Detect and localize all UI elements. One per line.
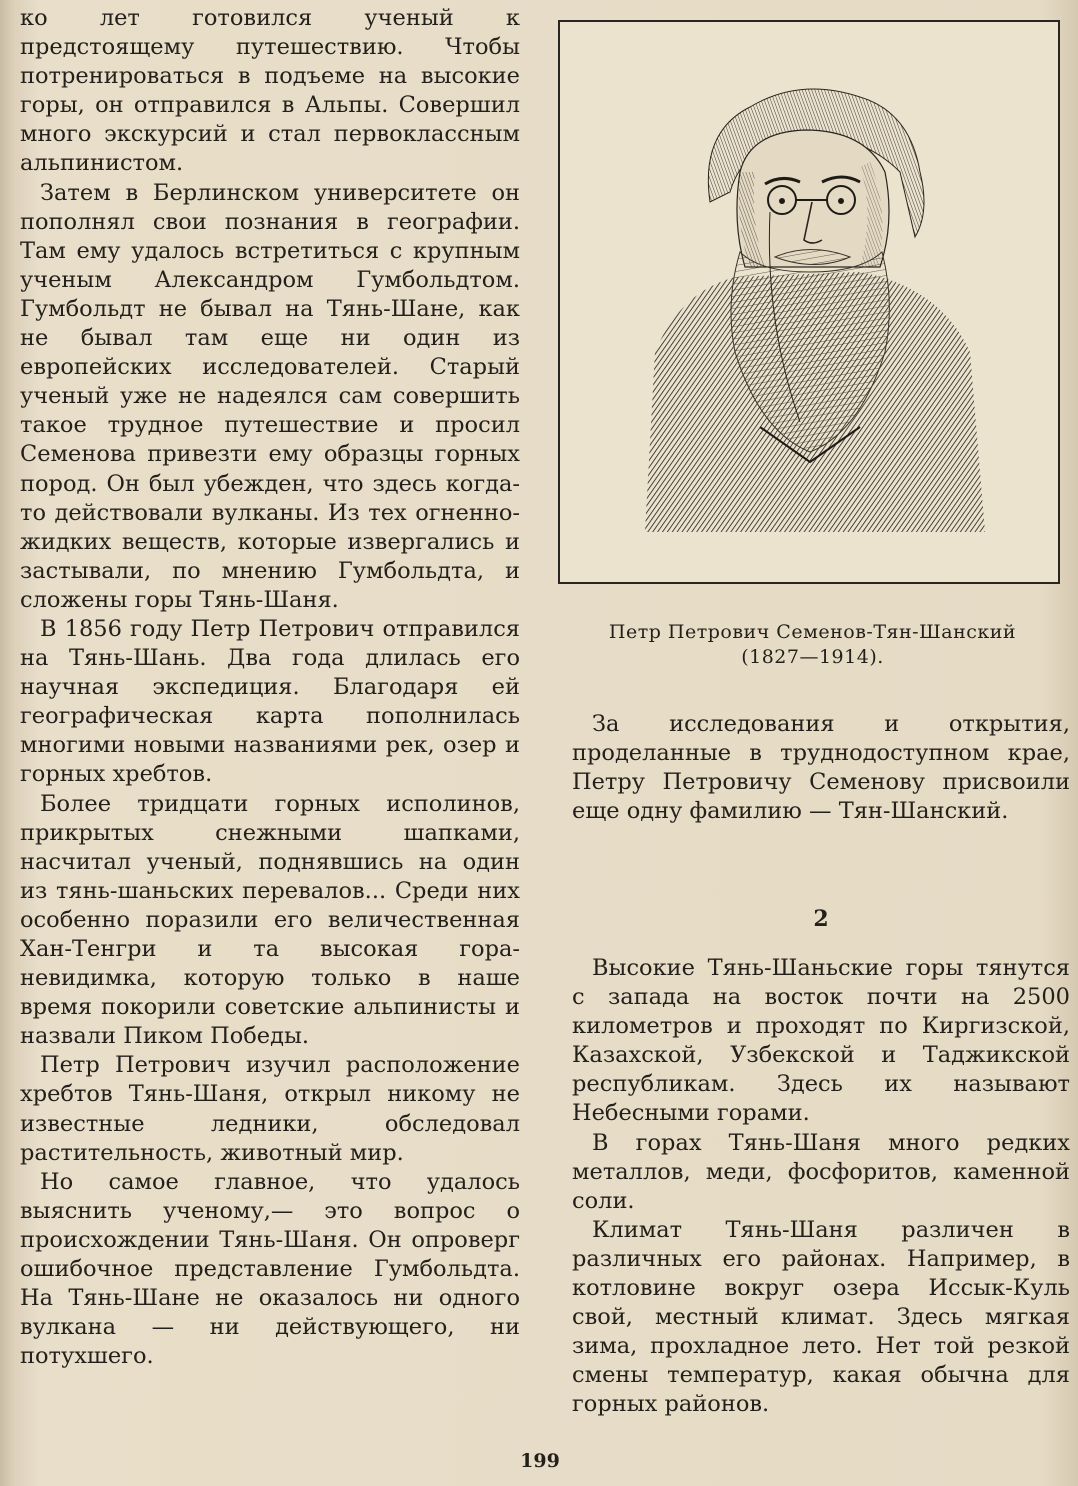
right-text-column-section xyxy=(572,954,1070,1420)
portrait-figure xyxy=(558,20,1060,584)
paragraph: Затем в Берлинском университете он пополнял свои познания в географии. Там ему удалось встретиться с крупным ученым Александром Гумбольдтом. Гумбольдт не бывал на Тянь-Шане, как не бывал там еще ни один из европейских исследователей. Старый ученый уже не надеялся сам совершить такое трудное путешествие и просил Семенова привезти ему образцы горных пород. Он был убежден, что здесь когда-то действовали вулканы. Из тех огненно-жидких веществ, которые извергались и застывали, по мнению Гумбольдта, и сложены горы Тянь-Шаня. xyxy=(20,179,520,613)
caption-years: (1827—1914). xyxy=(741,646,884,668)
figure-caption xyxy=(575,620,1050,670)
caption-name: Петр Петрович Семенов-Тян-Шанский xyxy=(608,621,1017,643)
paragraph: ко лет готовился ученый к предстоящему путешествию. Чтобы потренироваться в подъеме на высокие горы, он отправился в Альпы. Совершил много экскурсий и стал первоклассным альпинистом. xyxy=(20,5,520,177)
paragraph: Но самое главное, что удалось выяснить ученому,— это вопрос о происхождении Тянь-Шаня. Он опроверг ошибочное представление Гумбольдта. На Тянь-Шане не оказалось ни одного вулкана — ни действующего, ни потухшего. xyxy=(20,1168,520,1370)
paragraph: Высокие Тянь-Шаньские горы тянутся с запада на восток почти на 2500 километров и проходят по Киргизской, Казахской, Узбекской и Таджикской республикам. Здесь их называют Небесными горами. xyxy=(572,955,1070,1127)
paragraph: Петр Петрович изучил расположение хребтов Тянь-Шаня, открыл никому не известные ледники, обследовал растительность, животный мир. xyxy=(20,1052,520,1166)
section-number: 2 xyxy=(813,906,829,932)
paragraph: Климат Тянь-Шаня различен в различных его районах. Например, в котловине вокруг озера Иссык-Куль свой, местный климат. Здесь мягкая зима, прохладное лето. Нет той резкой смены температур, какая обычна для горных районов. xyxy=(572,1216,1070,1418)
left-text-column xyxy=(20,4,520,1371)
paragraph: За исследования и открытия, проделанные в труднодоступном крае, Петру Петровичу Семенову присвоили еще одну фамилию — Тян-Шанский. xyxy=(572,711,1070,825)
page-number: 199 xyxy=(520,1450,560,1472)
paragraph: В 1856 году Петр Петрович отправился на Тянь-Шань. Два года длилась его научная экспедиция. Благодаря ей географическая карта пополнилась многими новыми названиями рек, озер и горных хребтов. xyxy=(20,615,520,788)
portrait-engraving-image xyxy=(560,22,1058,582)
right-text-column xyxy=(572,710,1070,826)
paragraph: Более тридцати горных исполинов, прикрытых снежными шапками, насчитал ученый, поднявшись на один из тянь-шаньских перевалов... Среди них особенно поразили его величественная Хан-Тенгри и та высокая гора-невидимка, которую только в наше время покорили советские альпинисты и назвали Пиком Победы. xyxy=(20,790,520,1050)
paragraph: В горах Тянь-Шаня много редких металлов, меди, фосфоритов, каменной соли. xyxy=(572,1129,1070,1214)
